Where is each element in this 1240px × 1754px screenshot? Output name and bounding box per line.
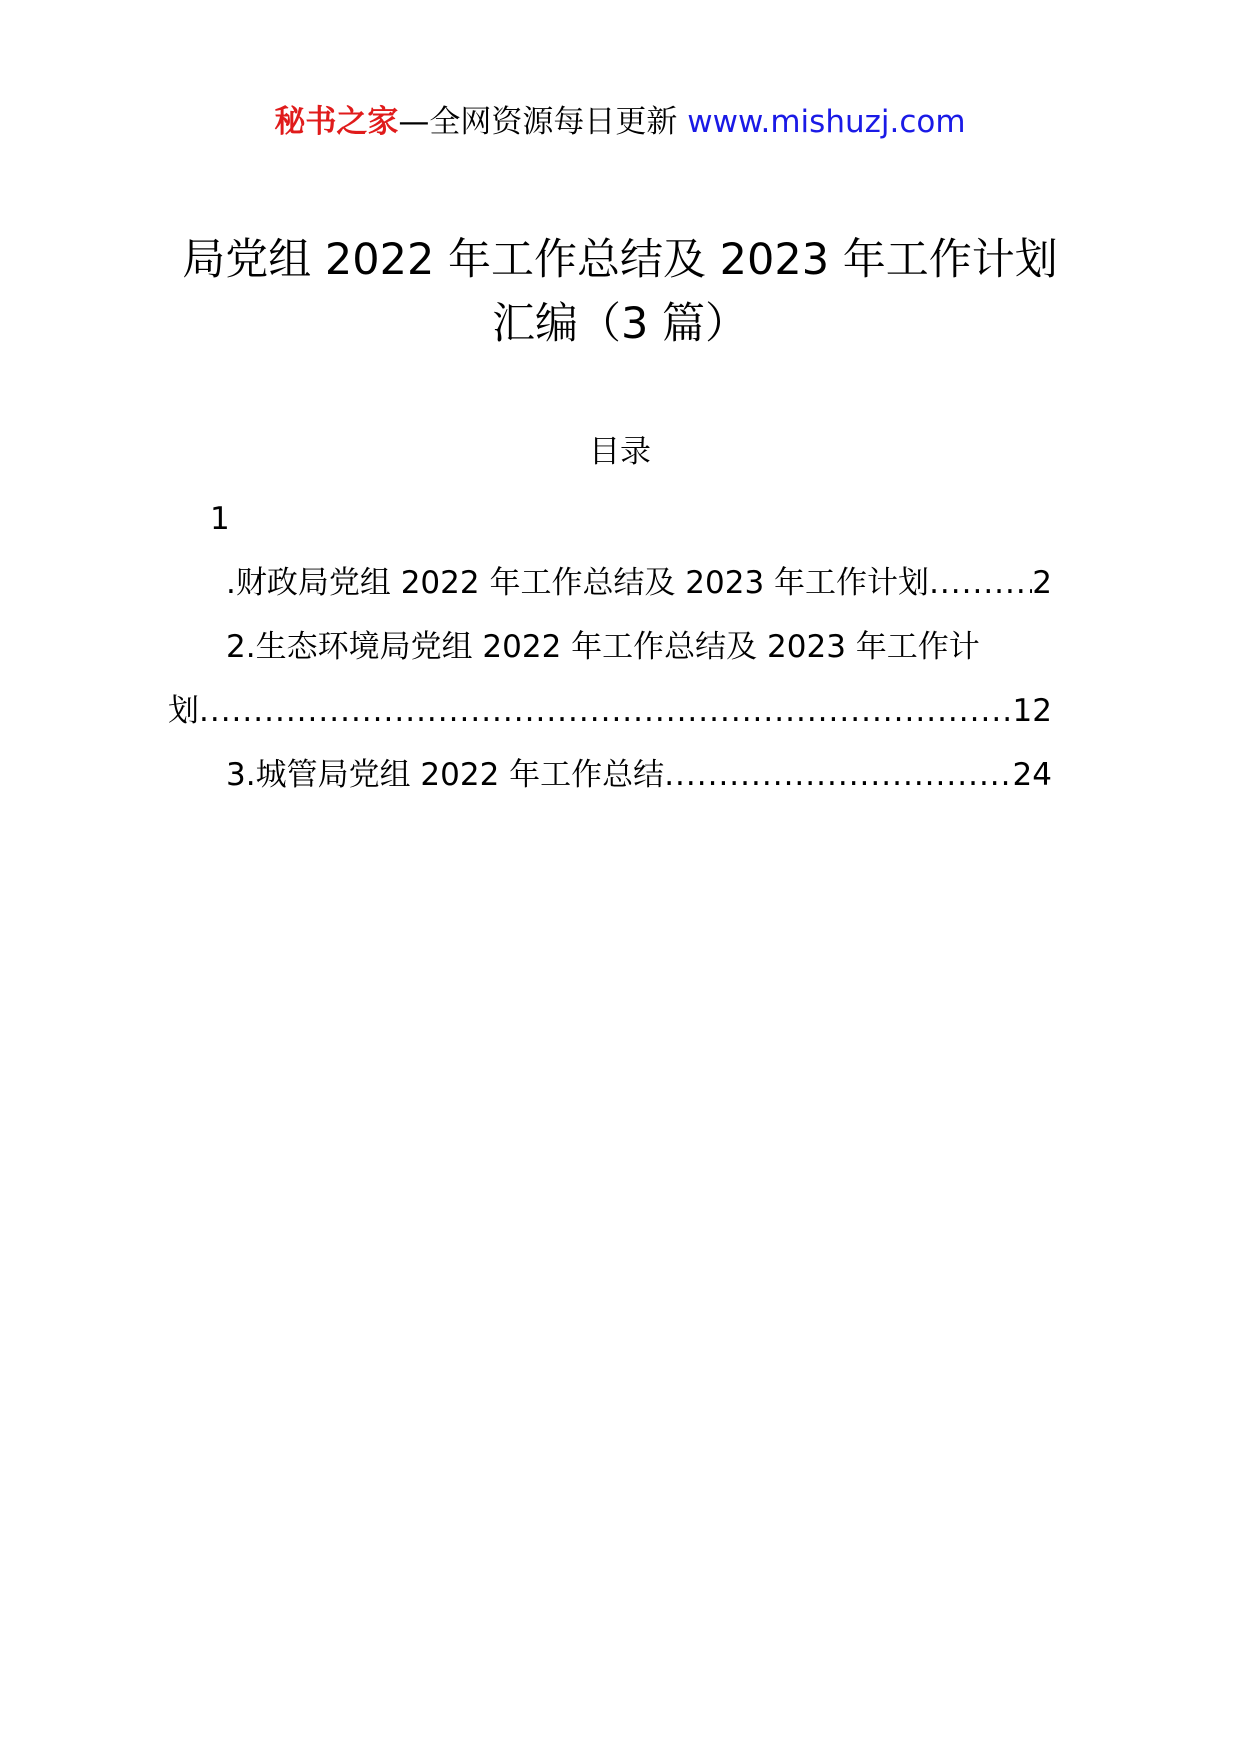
table-of-contents (168, 487, 1052, 807)
title-line-1: 局党组 2022 年工作总结及 2023 年工作计划 (182, 235, 1058, 285)
toc-item-3-page: 24 (1012, 757, 1052, 793)
toc-heading: 目录 (589, 434, 651, 470)
toc-item-2-text-tail: 划 (168, 693, 199, 729)
document-title (0, 228, 1240, 356)
toc-item-1-leader (929, 551, 1032, 615)
toc-item-2-leader (199, 679, 1013, 743)
toc-item-1[interactable] (188, 551, 1052, 615)
toc-item-3-leader (664, 743, 1012, 807)
brand-name: 秘书之家 (274, 104, 399, 140)
site-header (0, 100, 1240, 144)
header-tagline: —全网资源每日更新 (398, 104, 678, 140)
toc-item-2-page: 12 (1012, 693, 1052, 729)
toc-item-2-line-1[interactable]: 2.生态环境局党组 2022 年工作总结及 2023 年工作计 (226, 629, 980, 665)
toc-first-number: 1 (210, 501, 230, 537)
toc-item-1-page: 2 (1032, 565, 1052, 601)
site-url-link[interactable]: www.mishuzj.com (687, 104, 966, 140)
toc-item-1-text: .财政局党组 2022 年工作总结及 2023 年工作计划 (226, 565, 930, 601)
toc-item-2-line-2[interactable] (168, 679, 1052, 743)
toc-item-3-text: 3.城管局党组 2022 年工作总结 (226, 757, 665, 793)
title-line-2: 汇编（3 篇） (491, 299, 749, 349)
toc-item-3[interactable] (188, 743, 1052, 807)
